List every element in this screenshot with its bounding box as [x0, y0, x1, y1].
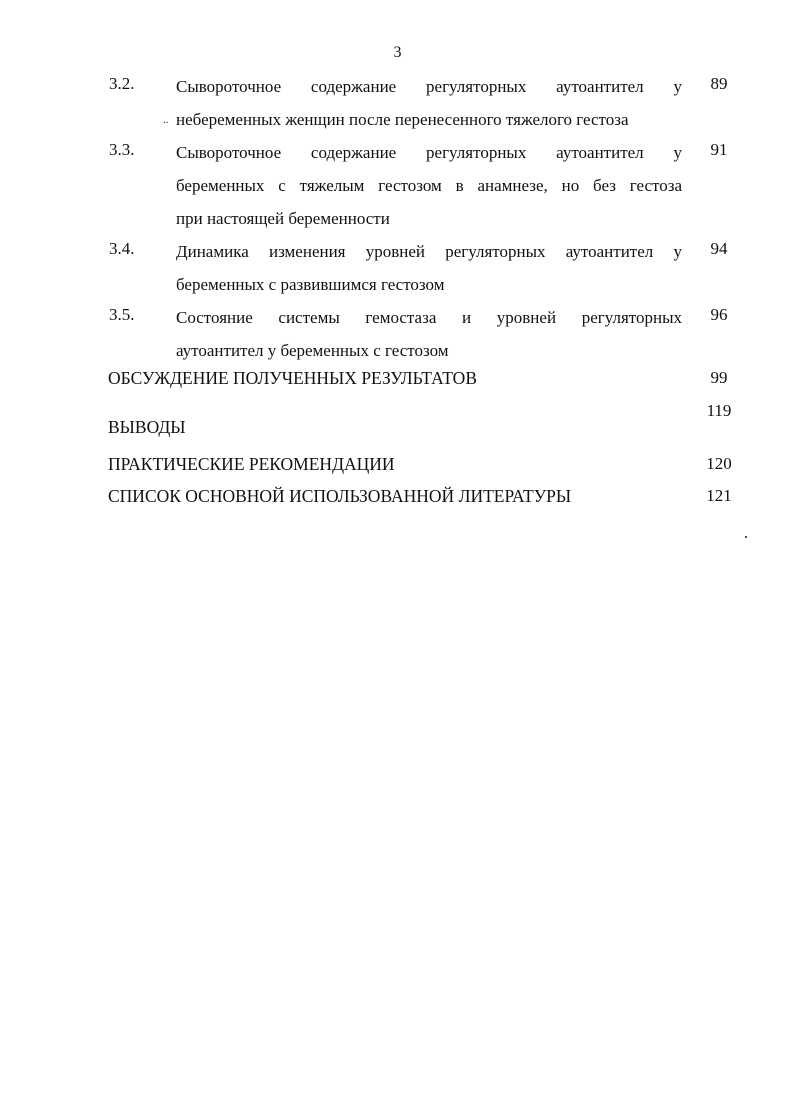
toc-title-line: Состояние системы гемостаза и уровней регуляторных: [176, 308, 682, 327]
toc-chapter-discussion-page: 99: [710, 368, 728, 387]
toc-entry-title: [176, 70, 682, 136]
toc-entry-number: 3.5.: [109, 305, 135, 324]
toc-entry-number: 3.4.: [109, 239, 135, 258]
toc-entry-title: [176, 235, 682, 301]
toc-chapter-recommendations-page: 120: [706, 454, 732, 473]
toc-entry-number: 3.3.: [109, 140, 135, 159]
toc-entry-title: [176, 301, 682, 367]
toc-entry-title: [176, 136, 682, 235]
toc-title-line: при настоящей беременности: [176, 209, 390, 228]
toc-chapter-references: СПИСОК ОСНОВНОЙ ИСПОЛЬЗОВАННОЙ ЛИТЕРАТУРЫ: [108, 486, 572, 506]
page-number: 3: [393, 44, 402, 61]
toc-title-line: беременных с тяжелым гестозом в анамнезе, но без гестоза: [176, 176, 682, 195]
toc-entry-page: 91: [710, 140, 728, 159]
scan-artifact-speck: [745, 536, 747, 538]
toc-title-line: аутоантител у беременных с гестозом: [176, 341, 449, 360]
scan-artifact-dots: ..: [163, 114, 169, 126]
toc-chapter-references-page: 121: [706, 486, 732, 505]
toc-title-line: Сывороточное содержание регуляторных аутоантител у: [176, 77, 682, 96]
toc-chapter-conclusions: ВЫВОДЫ: [108, 417, 186, 437]
toc-title-line: Динамика изменения уровней регуляторных аутоантител у: [176, 242, 682, 261]
toc-entry-number: 3.2.: [109, 74, 135, 93]
toc-entry-page: 94: [710, 239, 728, 258]
toc-chapter-conclusions-page: 119: [706, 401, 732, 420]
toc-title-line: Сывороточное содержание регуляторных аутоантител у: [176, 143, 682, 162]
toc-entry-page: 89: [710, 74, 728, 93]
toc-entry-page: 96: [710, 305, 728, 324]
toc-title-line: небеременных женщин после перенесенного тяжелого гестоза: [176, 110, 629, 129]
toc-chapter-recommendations: ПРАКТИЧЕСКИЕ РЕКОМЕНДАЦИИ: [108, 454, 395, 474]
toc-title-line: беременных с развившимся гестозом: [176, 275, 445, 294]
toc-chapter-discussion: ОБСУЖДЕНИЕ ПОЛУЧЕННЫХ РЕЗУЛЬТАТОВ: [108, 368, 477, 388]
